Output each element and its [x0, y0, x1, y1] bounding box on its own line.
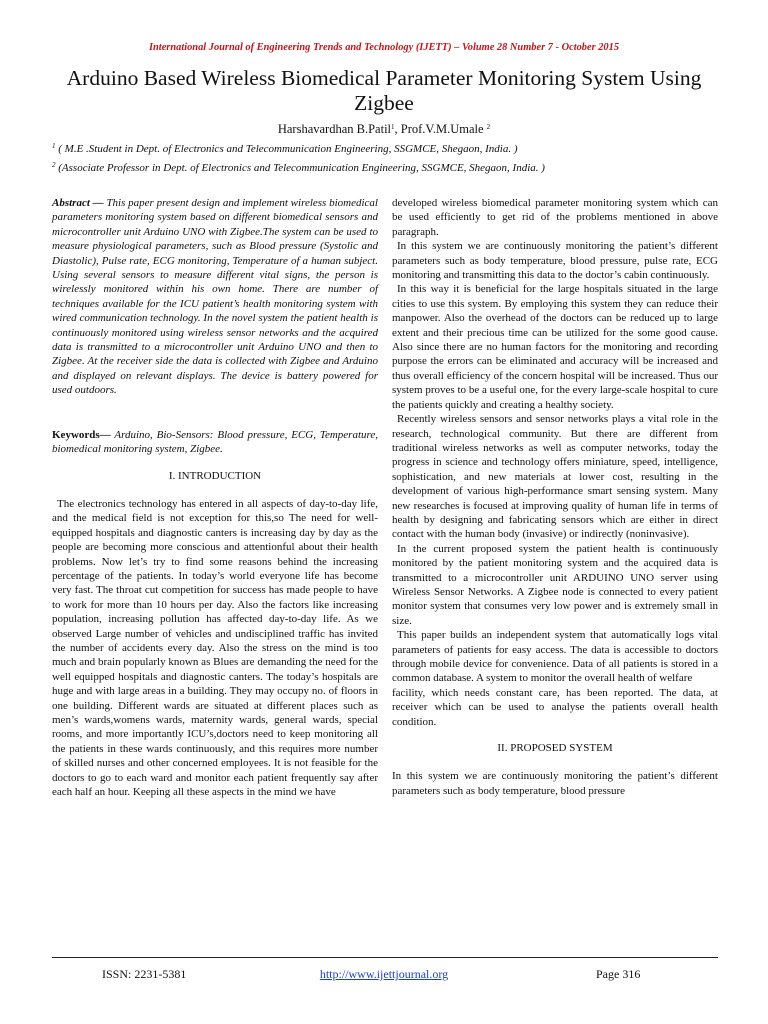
affiliation-1-sup: 1 — [52, 142, 56, 150]
keywords-label: Keywords— — [52, 428, 111, 441]
affiliation-1-text: ( M.E .Student in Dept. of Electronics and Telecommunication Engineering, SSGMCE, Shegaon, India. ) — [55, 143, 518, 155]
affiliation-2 — [52, 162, 732, 174]
paragraph: facility, which needs constant care, has been reported. The data, at receiver which can be used to analyse the patients overall health condition. — [392, 686, 718, 728]
paragraph: In the current proposed system the patient health is continuously monitored by the patient monitoring system and the acquired data is transmitted to a microcontroller unit ARDUINO UNO server using Wireless Sensor Networks. A Zigbee node is connected to every patient monitor system that consumes very low power and is extremely small in size. — [392, 542, 718, 627]
paragraph: In this system we are continuously monitoring the patient’s different parameters such as body temperature, blood pressure, pulse rate, ECG monitoring and transmitting this data to the doctor’s cabin continuously. — [392, 240, 718, 282]
author-line — [0, 122, 768, 137]
author-separator: , — [394, 122, 401, 136]
journal-header: International Journal of Engineering Trends and Technology (IJETT) – Volume 28 Number 7 - October 2015 — [148, 42, 620, 53]
paper-title: Arduino Based Wireless Biomedical Parameter Monitoring System Using Zigbee — [66, 66, 702, 115]
author-1: Harshavardhan B.Patil — [277, 122, 392, 136]
paragraph: This paper builds an independent system that automatically logs vital parameters of patients for easy access. The data is accessible to doctors through mobile device for convenience. Data of all patients is stored in a common database. A system to monitor the overall health of welfare — [392, 629, 718, 685]
section-heading-introduction: I. INTRODUCTION — [168, 469, 262, 482]
footer-issn: ISSN: 2231-5381 — [102, 967, 187, 981]
left-column — [52, 196, 378, 799]
right-column — [392, 196, 718, 798]
introduction-text: The electronics technology has entered in all aspects of day-to-day life, and the medical field is not exception for this,so The need for well-equipped hospitals and diagnostic canters is increasing day by day as the people are becoming more conscious and attentionful about their health problems. Now let’s try to find some reasons behind the increasing percentage of the patients. In today’s world everyone life has become very fast. The throat cut competition for success has made people to have to work for more than 10 hours per day. Also the factors like increasing population, increasing pollution has affected day-to-day life. As we observed Large number of vehicles and undisciplined traffic has invited the number of accidents every day. Also the stress on the mind is too much and brain popularly known as Blues are demanding the need for the well equipped hospitals and diagnostic canters. The today’s hospitals are huge and with large areas in a building. They may occupy no. of floors in one building. Different wards are situated at different places such as men’s wards,womens wards, maternity wards, general wards, special rooms, and more importantly ICU’s,doctors need to keep monitoring all the patients in these wards continuously, and this requires more number of skilled nurses and other concerned employees. It is not feasible for the doctors to go to each ward and monitor each patient frequently say after each half an hour. Keeping all these aspects in the mind we have — [52, 497, 378, 799]
abstract-label: Abstract — — [52, 197, 104, 209]
affiliation-2-sup: 2 — [52, 161, 56, 169]
author-2-sup: 2 — [486, 123, 491, 131]
abstract — [52, 196, 378, 398]
abstract-text: This paper present design and implement wireless biomedical parameters monitoring system based on different biomedical sensors and microcontroller unit Arduino UNO with Zigbee.The system can be used to measure physiological parameters, such as Blood pressure (Systolic and Diastolic), Pulse rate, ECG monitoring, Temperature of a human subject. Using several sensors to measure different vital signs, the person is wirelessly monitored within his own home. There are number of techniques available for the ICU patient’s health monitoring system with wired communication technology. In the novel system the patient health is continuously monitored using wireless sensor networks and the acquired data is transmitted to a microcontroller unit Arduino UNO and then to Zigbee. At the receiver side the data is collected with Zigbee and Arduino and displayed on relevant displays. The device is battery powered for used outdoors. — [52, 197, 378, 397]
keywords-text: Arduino, Bio-Sensors: Blood pressure, ECG, Temperature, biomedical monitoring system, Zigbee. — [52, 428, 378, 456]
paragraph: In this way it is beneficial for the large hospitals situated in the large cities to use this system. By employing this system they can reduce their manpower. Also the overhead of the doctors can be reduced up to large extent and their precious time can be utilized for the some good cause. Also since there are no human factors for the monitoring and recording purpose the errors can be eliminated and accuracy will be increased and thus overall efficiency of the concern hospital will be increased. Thus our system proves to be a useful one, for the every large-scale hospital to cure the patients quickly and creating a healthy society. — [392, 283, 718, 411]
affiliation-2-text: (Associate Professor in Dept. of Electronics and Telecommunication Engineering, SSGMCE, Shegaon, India. ) — [55, 162, 545, 174]
paragraph: developed wireless biomedical parameter monitoring system which can be used efficiently to get rid of the problems mentioned in above paragraph. — [392, 197, 718, 238]
section-heading-proposed-system: II. PROPOSED SYSTEM — [497, 742, 613, 755]
author-1-sup: 1 — [391, 123, 395, 131]
footer-page-number: Page 316 — [596, 967, 641, 981]
affiliation-1 — [52, 143, 732, 155]
proposed-system-text: In this system we are continuously monitoring the patient’s different parameters such as body temperature, blood pressure — [392, 770, 718, 797]
footer-url-link[interactable]: http://www.ijettjournal.org — [319, 967, 449, 981]
paragraph: Recently wireless sensors and sensor networks plays a vital role in the research, technological community. But there are different from traditional wireless networks as well as computer networks, today the progress in science and technology offers miniature, speed, intelligence, sophistication, and new materials at lower cost, resulting in the development of various high-performance smart sensing system. Many new researches is focused at improving quality of human life in terms of health by designing and fabricating sensors which are either in direct contact with the human body (invasive) or indirectly (noninvasive). — [392, 413, 718, 541]
author-2: Prof.V.M.Umale — [400, 122, 484, 136]
footer-divider — [52, 957, 718, 958]
keywords — [52, 428, 378, 457]
